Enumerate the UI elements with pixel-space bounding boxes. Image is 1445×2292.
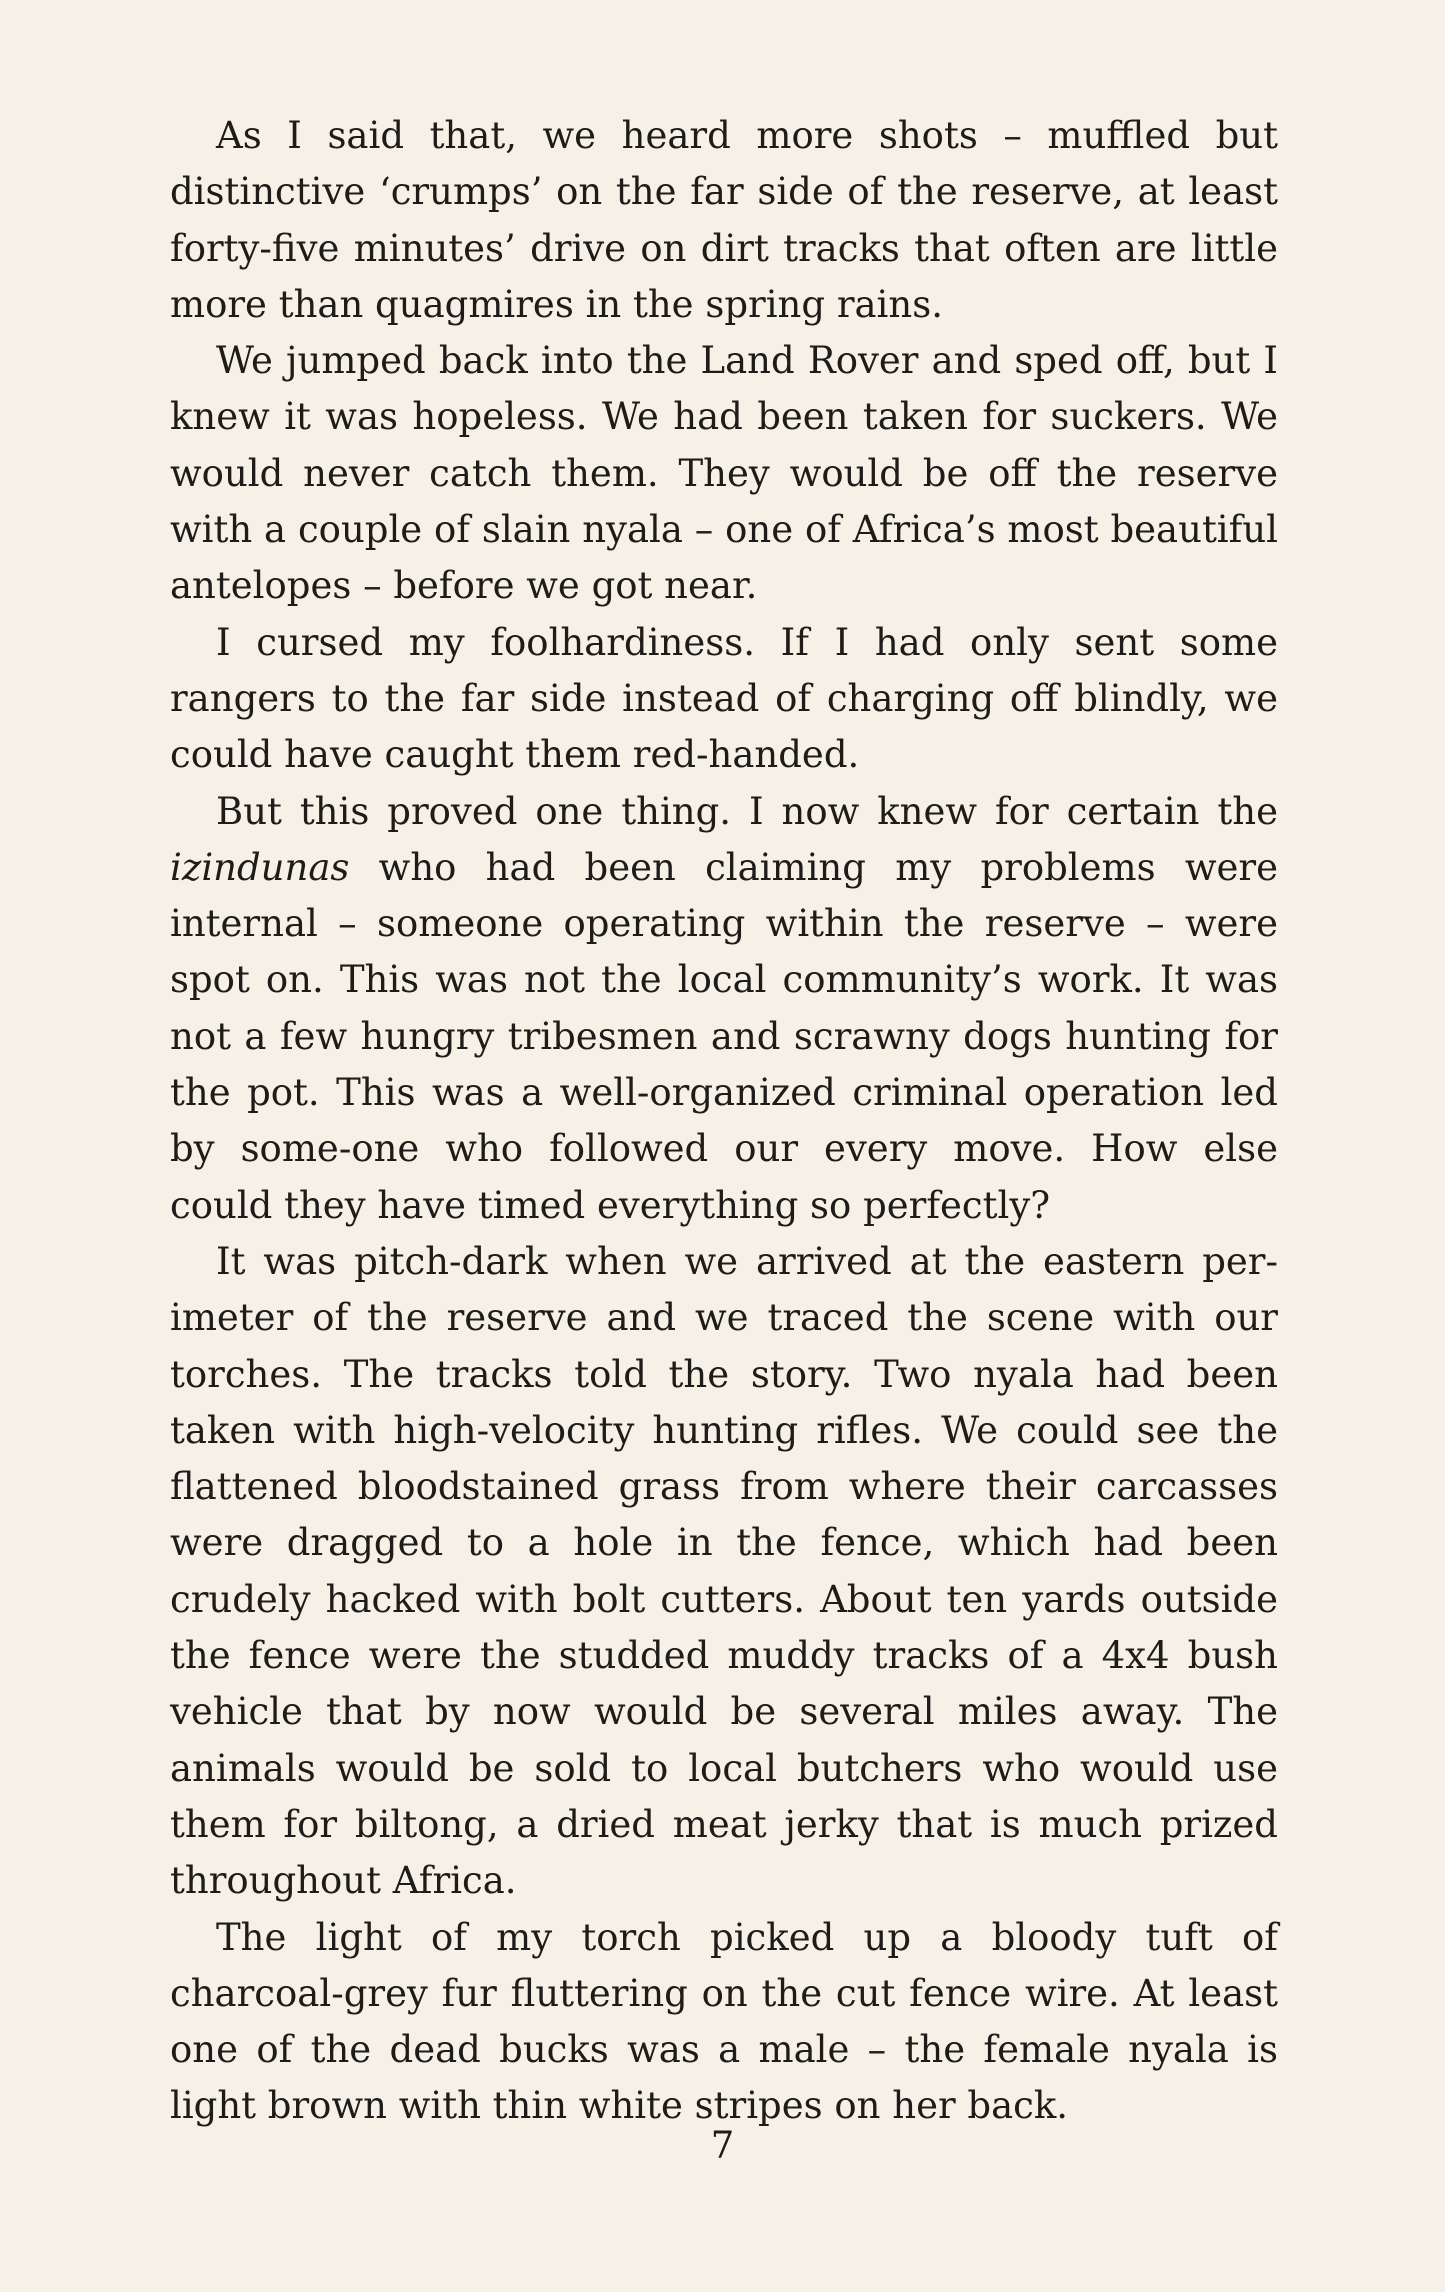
paragraph-3: I cursed my foolhardiness. If I had only sent some rangers to the far side instead of charging off blindly, we could have caught them red-handed.	[170, 620, 1278, 777]
paragraph-5: It was pitch-dark when we arrived at the eastern per-imeter of the reserve and we traced the scene with our torches. The tracks told the story. Two nyala had been taken with high-velocity hunting rifles. We could see the flattened bloodstained grass from where their carcasses were dragged to a hole in the fence, which had been crudely hacked with bolt cutters. About ten yards outside the fence were the studded muddy tracks of a 4x4 bush vehicle that by now would be several miles away. The animals would be sold to local butchers who would use them for biltong, a dried meat jerky that is much prized throughout Africa.	[170, 1239, 1278, 1903]
body-text	[170, 108, 1278, 2135]
paragraph-2: We jumped back into the Land Rover and sped off, but I knew it was hopeless. We had been taken for suckers. We would never catch them. They would be off the reserve with a couple of slain nyala – one of Africa’s most beautiful antelopes – before we got near.	[170, 339, 1278, 608]
italic-term: izindunas	[170, 845, 350, 889]
paragraph-6: The light of my torch picked up a bloody tuft of charcoal-grey fur fluttering on the cut fence wire. At least one of the dead bucks was a male – the female nyala is light brown with thin white stripes on her back.	[170, 1915, 1278, 2128]
paragraph-1: As I said that, we heard more shots – muffled but distinctive ‘crumps’ on the far side of the reserve, at least forty-five minutes’ drive on dirt tracks that often are little more than quagmires in the spring rains.	[170, 114, 1278, 326]
page-number: 7	[710, 2124, 735, 2167]
paragraph-4: But this proved one thing. I now knew for certain the izindunas who had been claiming my problems were internal – someone operating within the reserve – were spot on. This was not the local community’s work. It was not a few hungry tribesmen and scrawny dogs hunting for the pot. This was a well-organized criminal operation led by some-one who followed our every move. How else could they have timed everything so perfectly?	[170, 789, 1278, 1227]
